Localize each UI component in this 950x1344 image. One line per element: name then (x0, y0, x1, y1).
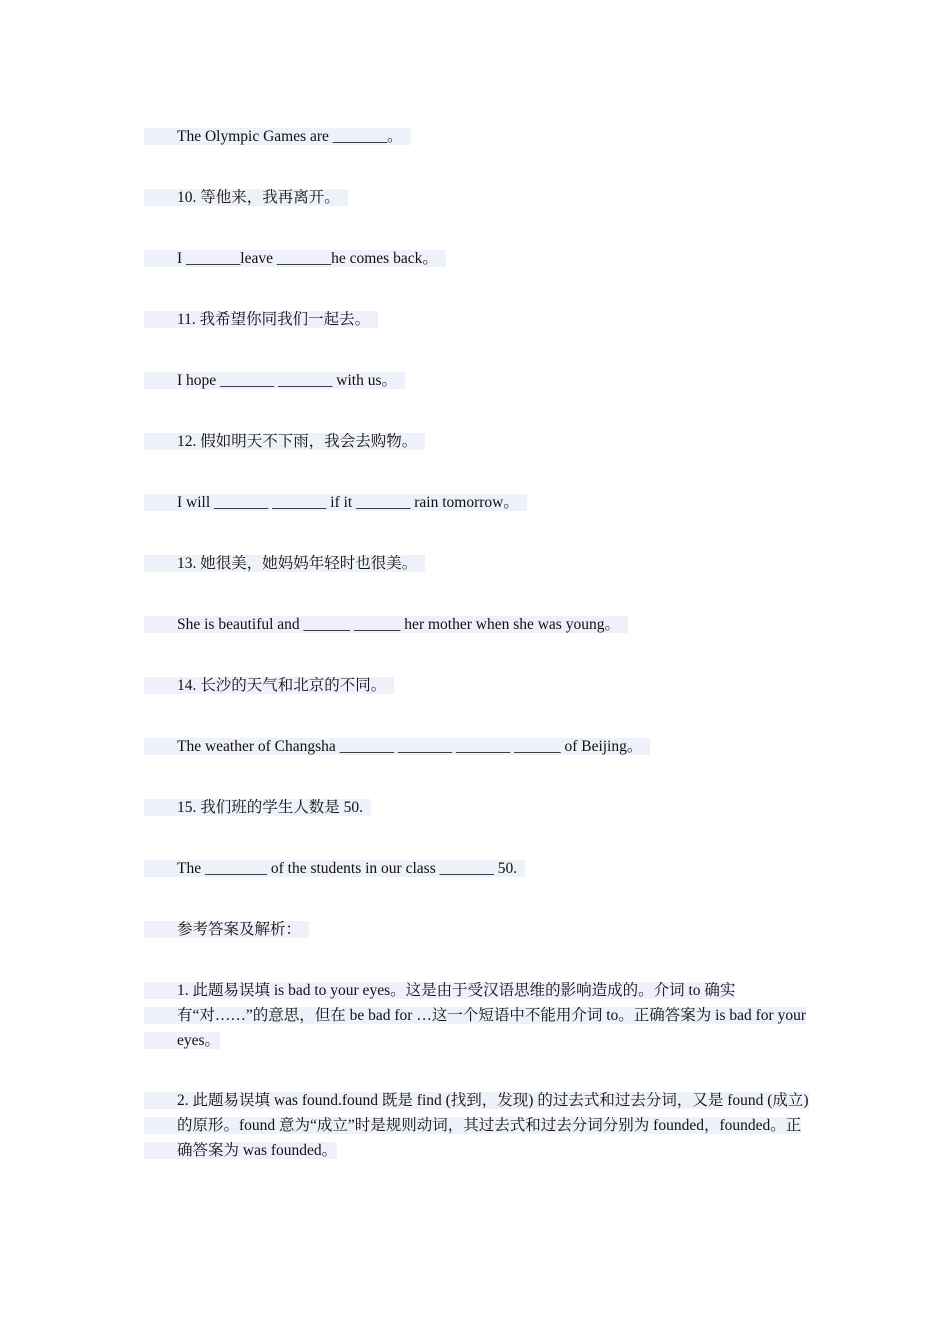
text-line: I hope _______ _______ with us。 (144, 372, 405, 389)
exercise-answer-line-14 (144, 734, 809, 759)
text-line: 10. 等他来，我再离开。 (144, 189, 348, 206)
explanation-text: 2. 此题易误填 was found.found 既是 find (找到，发现) 的过去式和过去分词，又是 found (成立) 的原形。found 意为“成立”时是规则动词，其过去式和过去分词分别为 founded，founded。正确答案为 was founded。 (144, 1092, 809, 1159)
text-line: 15. 我们班的学生人数是 50. (144, 799, 371, 816)
exercise-question-11 (144, 307, 809, 332)
text-line: The weather of Changsha _______ _______ _______ ______ of Beijing。 (144, 738, 650, 755)
exercise-answer-line-9 (144, 124, 809, 149)
explanation-1 (144, 978, 809, 1053)
explanation-2 (144, 1088, 809, 1163)
text-line: She is beautiful and ______ ______ her mother when she was young。 (144, 616, 628, 633)
exercise-answer-line-15 (144, 856, 809, 881)
exercise-answer-line-10 (144, 246, 809, 271)
text-line: The Olympic Games are _______。 (144, 128, 411, 145)
exercise-answer-line-13 (144, 612, 809, 637)
text-line: 14. 长沙的天气和北京的不同。 (144, 677, 394, 694)
exercise-question-13 (144, 551, 809, 576)
exercise-question-14 (144, 673, 809, 698)
exercise-answer-line-11 (144, 368, 809, 393)
text-line: 参考答案及解析： (144, 921, 309, 938)
text-line: The ________ of the students in our class _______ 50. (144, 860, 525, 877)
text-line: I will _______ _______ if it _______ rain tomorrow。 (144, 494, 527, 511)
text-line: 13. 她很美，她妈妈年轻时也很美。 (144, 555, 425, 572)
exercise-question-12 (144, 429, 809, 454)
exercise-question-15 (144, 795, 809, 820)
exercise-question-10 (144, 185, 809, 210)
text-line: 12. 假如明天不下雨，我会去购物。 (144, 433, 425, 450)
exercise-answer-line-12 (144, 490, 809, 515)
text-line: 11. 我希望你同我们一起去。 (144, 311, 378, 328)
explanation-text: 1. 此题易误填 is bad to your eyes。这是由于受汉语思维的影响造成的。介词 to 确实有“对……”的意思，但在 be bad for …这一个短语中不能用介词 to。正确答案为 is bad for your eyes。 (144, 982, 806, 1049)
text-line: I _______leave _______he comes back。 (144, 250, 446, 267)
answers-heading (144, 917, 809, 942)
